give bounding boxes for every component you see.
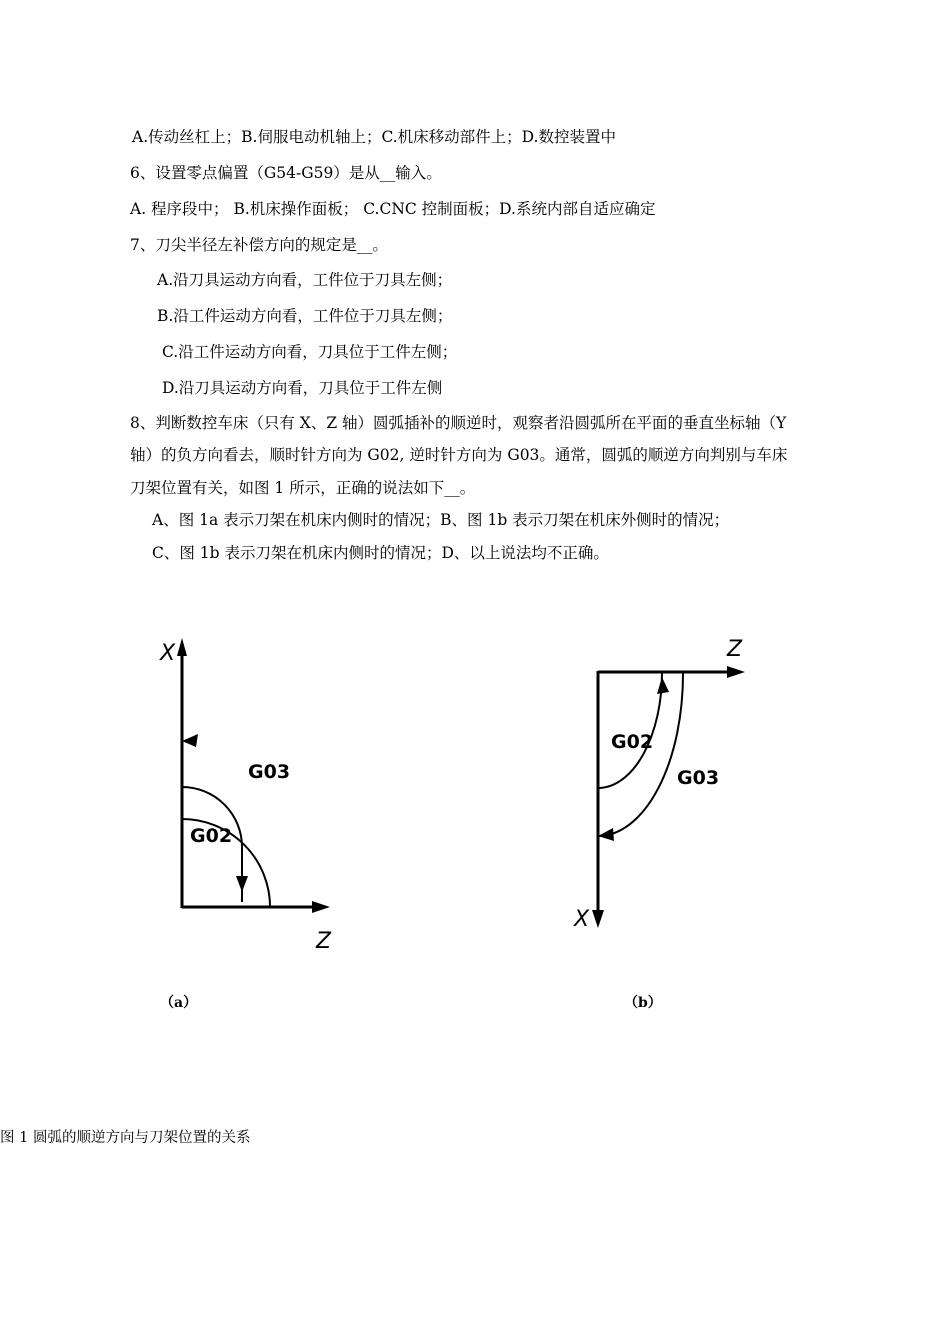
g03-arrowhead [598,828,614,841]
x-axis-arrow [592,910,604,928]
g02-arrowhead [657,677,669,694]
g03-arc [598,673,683,836]
question-8-options-ab: A、图 1a 表示刀架在机床内侧时的情况；B、图 1b 表示刀架在机床外侧时的情况； [152,511,730,529]
question-8-options-cd: C、图 1b 表示刀架在机床内侧时的情况；D、以上说法均不正确。 [152,544,609,562]
arc-label-g03: G03 [677,767,720,789]
question-7: 7、刀尖半径左补偿方向的规定是__。 [130,236,388,254]
axis-label-z: Z [727,637,743,662]
question-7-option-d: D.沿刀具运动方向看，刀具位于工件左侧 [162,379,443,397]
axis-label-z: Z [316,929,332,954]
question-7-option-b: B.沿工件运动方向看，工件位于刀具左侧； [157,307,453,325]
x-axis-arrow [177,638,187,656]
diagram-a [150,630,350,960]
question-8-line-1: 8、判断数控车床（只有 X、Z 轴）圆弧插补的顺逆时，观察者沿圆弧所在平面的垂直坐标轴（Y [130,414,787,432]
question-7-option-c: C.沿工件运动方向看，刀具位于工件左侧； [162,343,458,361]
axis-label-x: X [160,641,176,666]
arc-label-g03: G03 [248,761,291,783]
line-1: A.传动丝杠上；B.伺服电动机轴上；C.机床移动部件上；D.数控装置中 [132,128,616,146]
arc-label-g02: G02 [611,731,654,753]
g02-arrowhead [236,876,248,892]
g03-arrowhead [182,734,198,747]
z-axis-arrow [727,666,745,678]
question-8-line-3: 刀架位置有关，如图 1 所示，正确的说法如下__。 [130,479,476,497]
question-6-options: A. 程序段中； B.机床操作面板； C.CNC 控制面板；D.系统内部自适应确定 [130,200,656,218]
question-7-option-a: A.沿刀具运动方向看，工件位于刀具左侧； [157,271,453,289]
axis-label-x: X [574,907,590,932]
subfigure-caption-a: （a） [160,995,198,1011]
question-6: 6、设置零点偏置（G54-G59）是从__输入。 [130,164,442,182]
z-axis-arrow [312,901,330,913]
question-8-line-2: 轴）的负方向看去，顺时针方向为 G02, 逆时针方向为 G03。通常，圆弧的顺逆方向判别与车床 [130,446,788,464]
figure-caption: 图 1 圆弧的顺逆方向与刀架位置的关系 [0,1130,251,1146]
arc-label-g02: G02 [190,825,233,847]
diagram-b [565,630,765,940]
subfigure-caption-b: （b） [624,995,662,1011]
